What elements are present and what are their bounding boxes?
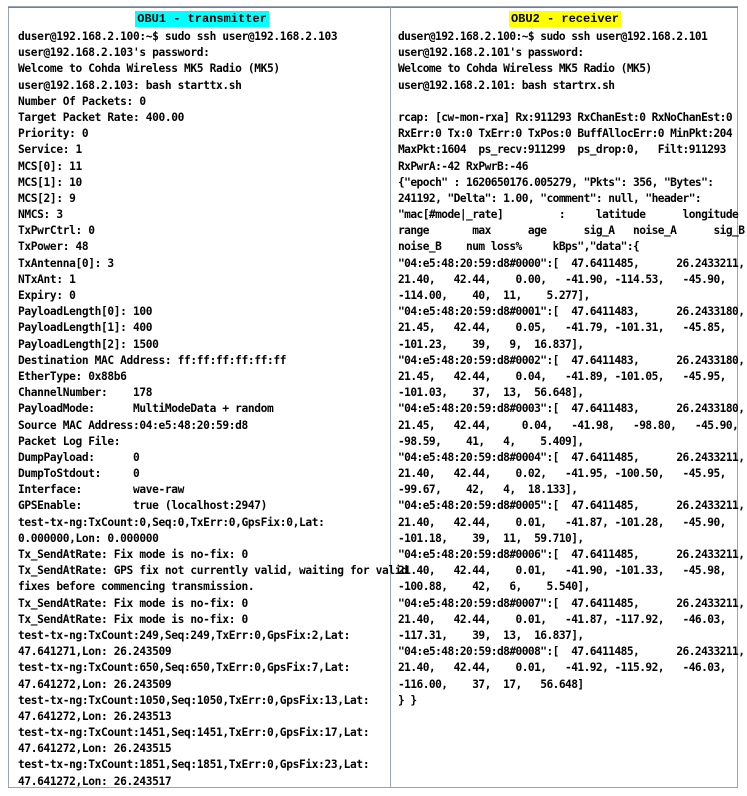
transmitter-output-line: Tx_SendAtRate: Fix mode is no-fix: 0 bbox=[18, 596, 248, 610]
column-divider bbox=[390, 7, 391, 788]
transmitter-output-line: Interface: wave-raw bbox=[18, 483, 185, 497]
transmitter-output-line: test-tx-ng:TxCount:0,Seq:0,TxErr:0,GpsFix:0,Lat: bbox=[18, 515, 325, 529]
receiver-title: OBU2 - receiver bbox=[510, 12, 620, 26]
transmitter-output-line: TxAntenna[0]: 3 bbox=[18, 256, 114, 270]
receiver-output-line: 21.45, 42.44, 0.04, -41.98, -98.80, -45.90, bbox=[398, 418, 739, 432]
transmitter-output-line: fixes before commencing transmission. bbox=[18, 580, 255, 594]
receiver-output-line: Welcome to Cohda Wireless MK5 Radio (MK5) bbox=[398, 62, 652, 76]
transmitter-output-line: duser@192.168.2.100:~$ sudo ssh user@192.168.2.103 bbox=[18, 30, 338, 43]
transmitter-output-line: Welcome to Cohda Wireless MK5 Radio (MK5) bbox=[18, 62, 280, 76]
receiver-output-line: 21.40, 42.44, 0.02, -41.95, -100.50, -45.95, bbox=[398, 467, 726, 481]
transmitter-output-line: Service: 1 bbox=[18, 143, 82, 157]
receiver-output-line: -101.23, 39, 9, 16.837], bbox=[398, 337, 584, 351]
transmitter-output-line: PayloadLength[0]: 100 bbox=[18, 305, 153, 319]
transmitter-output-line: 47.641272,Lon: 26.243509 bbox=[18, 677, 172, 691]
receiver-output-line: 21.40, 42.44, 0.00, -41.90, -114.53, -45.90, bbox=[398, 272, 726, 286]
receiver-output-line: "04:e5:48:20:59:d8#0006":[ 47.6411485, 26.2433211, bbox=[398, 548, 745, 561]
transmitter-output-line: MCS[1]: 10 bbox=[18, 175, 82, 189]
transmitter-output-line: Destination MAC Address: ff:ff:ff:ff:ff:ff bbox=[18, 353, 287, 367]
transmitter-output-line: NMCS: 3 bbox=[18, 208, 63, 222]
transmitter-output-line: Packet Log File: bbox=[18, 434, 121, 448]
transmitter-output-line: GPSEnable: true (localhost:2947) bbox=[18, 499, 268, 513]
transmitter-output-line: 0.000000,Lon: 0.000000 bbox=[18, 531, 159, 545]
receiver-output-line: -101.18, 39, 11, 59.710], bbox=[398, 531, 584, 545]
transmitter-output-line: Tx_SendAtRate: GPS fix not currently valid, waiting for valid bbox=[18, 564, 408, 578]
receiver-panel bbox=[398, 8, 745, 709]
receiver-output-line: 21.45, 42.44, 0.05, -41.79, -101.31, -45.85, bbox=[398, 321, 726, 335]
receiver-output-line: 241192, "Delta": 1.00, "comment": null, "header": bbox=[398, 191, 702, 205]
transmitter-output-line: 47.641272,Lon: 26.243513 bbox=[18, 709, 172, 723]
transmitter-output-line: TxPower: 48 bbox=[18, 240, 89, 254]
transmitter-output-line: test-tx-ng:TxCount:1451,Seq:1451,TxErr:0,GpsFix:17,Lat: bbox=[18, 726, 370, 740]
receiver-output-line: -116.00, 37, 17, 56.648] bbox=[398, 677, 584, 691]
transmitter-output-line: Source MAC Address:04:e5:48:20:59:d8 bbox=[18, 418, 248, 432]
transmitter-output-line: Priority: 0 bbox=[18, 127, 89, 141]
receiver-output-line: 21.45, 42.44, 0.04, -41.89, -101.05, -45.95, bbox=[398, 369, 726, 383]
transmitter-output-line: Target Packet Rate: 400.00 bbox=[18, 110, 185, 124]
receiver-output-line: {"epoch" : 1620650176.005279, "Pkts": 356, "Bytes": bbox=[398, 175, 714, 189]
transmitter-output-line: user@192.168.2.103: bash starttx.sh bbox=[18, 78, 242, 92]
transmitter-output-line: Number Of Packets: 0 bbox=[18, 94, 146, 108]
transmitter-output-line: ChannelNumber: 178 bbox=[18, 386, 153, 400]
receiver-terminal-output bbox=[398, 29, 745, 709]
transmitter-output-line: EtherType: 0x88b6 bbox=[18, 369, 127, 383]
transmitter-output-line: test-tx-ng:TxCount:1050,Seq:1050,TxErr:0,GpsFix:13,Lat: bbox=[18, 693, 370, 707]
receiver-output-line: -117.31, 39, 13, 16.837], bbox=[398, 628, 584, 642]
transmitter-output-line: Tx_SendAtRate: Fix mode is no-fix: 0 bbox=[18, 612, 248, 626]
transmitter-output-line: DumpToStdout: 0 bbox=[18, 467, 140, 481]
transmitter-output-line: user@192.168.2.103's password: bbox=[18, 46, 210, 60]
receiver-output-line: range max age sig_A noise_A sig_B bbox=[398, 224, 745, 238]
receiver-output-line: rcap: [cw-mon-rxa] Rx:911293 RxChanEst:0 RxNoChanEst:0 bbox=[398, 110, 733, 124]
receiver-output-line: "04:e5:48:20:59:d8#0005":[ 47.6411485, 26.2433211, bbox=[398, 499, 745, 513]
receiver-output-line: "04:e5:48:20:59:d8#0000":[ 47.6411485, 26.2433211, bbox=[398, 256, 745, 270]
transmitter-title-row bbox=[18, 8, 386, 28]
receiver-title-row bbox=[398, 8, 732, 28]
transmitter-output-line: PayloadLength[2]: 1500 bbox=[18, 337, 159, 351]
transmitter-output-line: test-tx-ng:TxCount:249,Seq:249,TxErr:0,GpsFix:2,Lat: bbox=[18, 628, 351, 642]
transmitter-output-line: PayloadLength[1]: 400 bbox=[18, 321, 153, 335]
transmitter-panel bbox=[18, 8, 408, 790]
receiver-output-line: -100.88, 42, 6, 5.540], bbox=[398, 580, 590, 594]
transmitter-output-line: test-tx-ng:TxCount:650,Seq:650,TxErr:0,GpsFix:7,Lat: bbox=[18, 661, 351, 675]
transmitter-output-line: MCS[0]: 11 bbox=[18, 159, 82, 173]
receiver-output-line: "04:e5:48:20:59:d8#0001":[ 47.6411483, 26.2433180, bbox=[398, 305, 745, 319]
receiver-output-line: -114.00, 40, 11, 5.277], bbox=[398, 289, 590, 302]
transmitter-output-line: Tx_SendAtRate: Fix mode is no-fix: 0 bbox=[18, 548, 248, 561]
receiver-output-line: RxPwrA:-42 RxPwrB:-46 bbox=[398, 159, 528, 173]
transmitter-output-line: NTxAnt: 1 bbox=[18, 272, 76, 286]
receiver-output-line: "04:e5:48:20:59:d8#0007":[ 47.6411485, 26.2433211, bbox=[398, 596, 745, 610]
receiver-output-line: -99.67, 42, 4, 18.133], bbox=[398, 483, 578, 497]
receiver-output-line: 21.40, 42.44, 0.01, -41.92, -115.92, -46.03, bbox=[398, 661, 726, 675]
receiver-output-line: duser@192.168.2.100:~$ sudo ssh user@192.168.2.101 bbox=[398, 30, 708, 43]
receiver-output-line: 21.40, 42.44, 0.01, -41.87, -101.28, -45.90, bbox=[398, 515, 726, 529]
receiver-output-line: 21.40, 42.44, 0.01, -41.87, -117.92, -46.03, bbox=[398, 612, 726, 626]
transmitter-output-line: 47.641271,Lon: 26.243509 bbox=[18, 645, 172, 659]
transmitter-output-line: TxPwrCtrl: 0 bbox=[18, 224, 95, 238]
transmitter-output-line: PayloadMode: MultiModeData + random bbox=[18, 402, 274, 416]
transmitter-output-line: 47.641272,Lon: 26.243515 bbox=[18, 742, 172, 756]
transmitter-output-line: DumpPayload: 0 bbox=[18, 450, 140, 464]
receiver-output-line: "mac[#mode|_rate] : latitude longitude bbox=[398, 208, 739, 222]
receiver-output-line: RxErr:0 Tx:0 TxErr:0 TxPos:0 BuffAllocErr:0 MinPkt:204 bbox=[398, 127, 733, 141]
transmitter-output-line: Expiry: 0 bbox=[18, 289, 76, 302]
receiver-output-line: "04:e5:48:20:59:d8#0004":[ 47.6411485, 26.2433211, bbox=[398, 450, 745, 464]
transmitter-output-line: test-tx-ng:TxCount:1851,Seq:1851,TxErr:0,GpsFix:23,Lat: bbox=[18, 758, 370, 772]
receiver-output-line: -98.59, 41, 4, 5.409], bbox=[398, 434, 584, 448]
transmitter-title: OBU1 - transmitter bbox=[137, 12, 267, 26]
receiver-output-line: } } bbox=[398, 693, 417, 707]
receiver-output-line bbox=[398, 94, 732, 110]
transmitter-output-line: 47.641272,Lon: 26.243517 bbox=[18, 774, 172, 788]
receiver-output-line: noise_B num loss% kBps","data":{ bbox=[398, 240, 640, 254]
transmitter-output-line: MCS[2]: 9 bbox=[18, 191, 76, 205]
receiver-output-line: user@192.168.2.101: bash startrx.sh bbox=[398, 78, 615, 92]
receiver-output-line: "04:e5:48:20:59:d8#0008":[ 47.6411485, 26.2433211, bbox=[398, 645, 745, 659]
receiver-output-line: "04:e5:48:20:59:d8#0003":[ 47.6411483, 26.2433180, bbox=[398, 402, 745, 416]
receiver-output-line: 21.40, 42.44, 0.01, -41.90, -101.33, -45.98, bbox=[398, 564, 726, 578]
receiver-output-line: user@192.168.2.101's password: bbox=[398, 46, 584, 60]
receiver-output-line: MaxPkt:1604 ps_recv:911299 ps_drop:0, Filt:911293 bbox=[398, 143, 726, 157]
receiver-output-line: -101.03, 37, 13, 56.648], bbox=[398, 386, 584, 400]
receiver-output-line: "04:e5:48:20:59:d8#0002":[ 47.6411483, 26.2433180, bbox=[398, 353, 745, 367]
transmitter-terminal-output bbox=[18, 29, 408, 790]
